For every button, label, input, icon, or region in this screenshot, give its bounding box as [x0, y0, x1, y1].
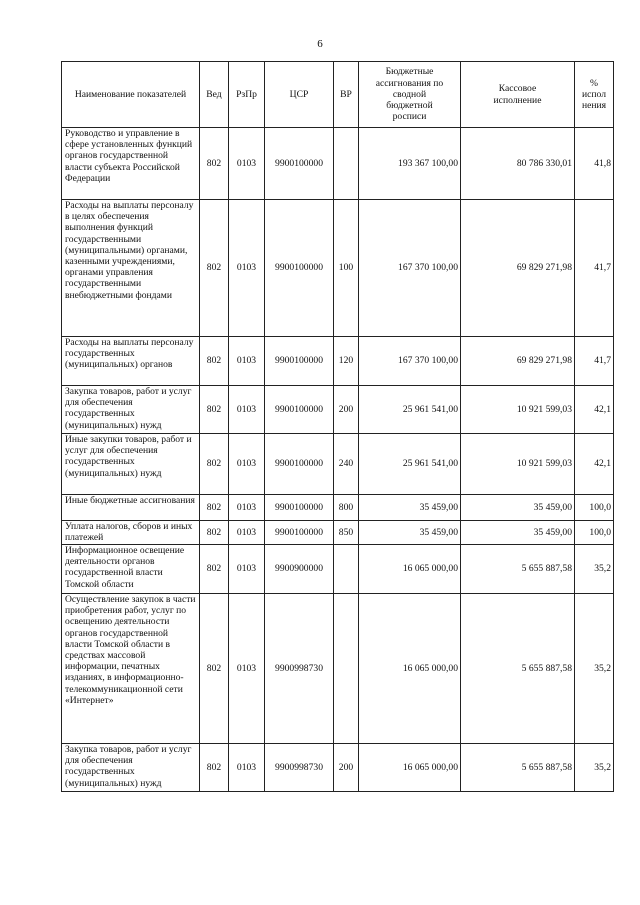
row-percent: 42,1 — [575, 386, 614, 434]
row-rzpr: 0103 — [229, 594, 265, 744]
row-name: Иные бюджетные ассигнования — [62, 495, 200, 521]
row-cash: 80 786 330,01 — [461, 128, 575, 200]
budget-execution-table — [61, 61, 614, 792]
header-csr: ЦСР — [265, 62, 334, 128]
row-ved: 802 — [200, 545, 229, 594]
table-row — [62, 128, 614, 200]
row-name: Уплата налогов, сборов и иных платежей — [62, 521, 200, 545]
header-vr: ВР — [334, 62, 359, 128]
row-cash: 35 459,00 — [461, 521, 575, 545]
row-csr: 9900900000 — [265, 545, 334, 594]
header-rzpr: РзПр — [229, 62, 265, 128]
row-csr: 9900100000 — [265, 434, 334, 495]
row-ved: 802 — [200, 744, 229, 792]
row-percent: 42,1 — [575, 434, 614, 495]
table-header-row — [62, 62, 614, 128]
row-ved: 802 — [200, 200, 229, 337]
row-percent: 35,2 — [575, 744, 614, 792]
row-rzpr: 0103 — [229, 434, 265, 495]
row-cash: 5 655 887,58 — [461, 545, 575, 594]
row-vr: 200 — [334, 386, 359, 434]
row-name: Осуществление закупок в части приобретения работ, услуг по освещению деятельности органов государственной власти Томской области в средствах массовой информации, печатных изданиях, в информационно-телекоммуникационной сети «Интернет» — [62, 594, 200, 744]
row-allocations: 16 065 000,00 — [359, 545, 461, 594]
row-csr: 9900100000 — [265, 128, 334, 200]
row-percent: 41,7 — [575, 200, 614, 337]
row-percent: 100,0 — [575, 521, 614, 545]
row-rzpr: 0103 — [229, 128, 265, 200]
row-vr: 100 — [334, 200, 359, 337]
row-vr — [334, 128, 359, 200]
row-cash: 10 921 599,03 — [461, 434, 575, 495]
row-cash: 10 921 599,03 — [461, 386, 575, 434]
row-rzpr: 0103 — [229, 495, 265, 521]
row-vr — [334, 594, 359, 744]
row-csr: 9900100000 — [265, 495, 334, 521]
row-rzpr: 0103 — [229, 337, 265, 386]
row-ved: 802 — [200, 128, 229, 200]
row-name: Расходы на выплаты персоналу в целях обеспечения выполнения функций государственными (муниципальными) органами, казенными учреждениями, органами управления государственными внебюджетными фондами — [62, 200, 200, 337]
header-allocations: Бюджетные ассигнования по сводной бюджетной росписи — [359, 62, 461, 128]
row-vr — [334, 545, 359, 594]
table-row — [62, 337, 614, 386]
row-ved: 802 — [200, 386, 229, 434]
header-ved: Вед — [200, 62, 229, 128]
row-allocations: 16 065 000,00 — [359, 594, 461, 744]
header-cash: Кассовое исполнение — [461, 62, 575, 128]
row-ved: 802 — [200, 594, 229, 744]
row-rzpr: 0103 — [229, 200, 265, 337]
row-rzpr: 0103 — [229, 545, 265, 594]
table-row — [62, 545, 614, 594]
row-name: Информационное освещение деятельности органов государственной власти Томской области — [62, 545, 200, 594]
row-allocations: 193 367 100,00 — [359, 128, 461, 200]
row-rzpr: 0103 — [229, 521, 265, 545]
page-number: 6 — [317, 38, 323, 50]
row-ved: 802 — [200, 337, 229, 386]
row-csr: 9900100000 — [265, 386, 334, 434]
row-ved: 802 — [200, 434, 229, 495]
row-cash: 5 655 887,58 — [461, 594, 575, 744]
table-row — [62, 434, 614, 495]
row-allocations: 35 459,00 — [359, 495, 461, 521]
row-percent: 35,2 — [575, 545, 614, 594]
row-name: Закупка товаров, работ и услуг для обеспечения государственных (муниципальных) нужд — [62, 386, 200, 434]
row-percent: 35,2 — [575, 594, 614, 744]
row-cash: 35 459,00 — [461, 495, 575, 521]
row-csr: 9900100000 — [265, 200, 334, 337]
row-vr: 800 — [334, 495, 359, 521]
row-name: Иные закупки товаров, работ и услуг для обеспечения государственных (муниципальных) нужд — [62, 434, 200, 495]
row-csr: 9900998730 — [265, 744, 334, 792]
table-row — [62, 495, 614, 521]
table-row — [62, 744, 614, 792]
row-name: Закупка товаров, работ и услуг для обеспечения государственных (муниципальных) нужд — [62, 744, 200, 792]
row-percent: 41,7 — [575, 337, 614, 386]
row-ved: 802 — [200, 521, 229, 545]
row-csr: 9900998730 — [265, 594, 334, 744]
row-cash: 69 829 271,98 — [461, 337, 575, 386]
row-csr: 9900100000 — [265, 521, 334, 545]
row-ved: 802 — [200, 495, 229, 521]
row-allocations: 16 065 000,00 — [359, 744, 461, 792]
table-row — [62, 200, 614, 337]
row-allocations: 25 961 541,00 — [359, 386, 461, 434]
row-allocations: 167 370 100,00 — [359, 337, 461, 386]
row-vr: 850 — [334, 521, 359, 545]
table-row — [62, 386, 614, 434]
row-rzpr: 0103 — [229, 744, 265, 792]
row-allocations: 25 961 541,00 — [359, 434, 461, 495]
row-vr: 200 — [334, 744, 359, 792]
table-row — [62, 521, 614, 545]
row-allocations: 167 370 100,00 — [359, 200, 461, 337]
row-csr: 9900100000 — [265, 337, 334, 386]
row-name: Расходы на выплаты персоналу государственных (муниципальных) органов — [62, 337, 200, 386]
row-name: Руководство и управление в сфере установленных функций органов государственной власти субъекта Российской Федерации — [62, 128, 200, 200]
row-percent: 41,8 — [575, 128, 614, 200]
row-allocations: 35 459,00 — [359, 521, 461, 545]
row-percent: 100,0 — [575, 495, 614, 521]
table-row — [62, 594, 614, 744]
row-rzpr: 0103 — [229, 386, 265, 434]
header-name: Наименование показателей — [62, 62, 200, 128]
row-cash: 69 829 271,98 — [461, 200, 575, 337]
row-cash: 5 655 887,58 — [461, 744, 575, 792]
row-vr: 240 — [334, 434, 359, 495]
row-vr: 120 — [334, 337, 359, 386]
header-percent: % испол нения — [575, 62, 614, 128]
